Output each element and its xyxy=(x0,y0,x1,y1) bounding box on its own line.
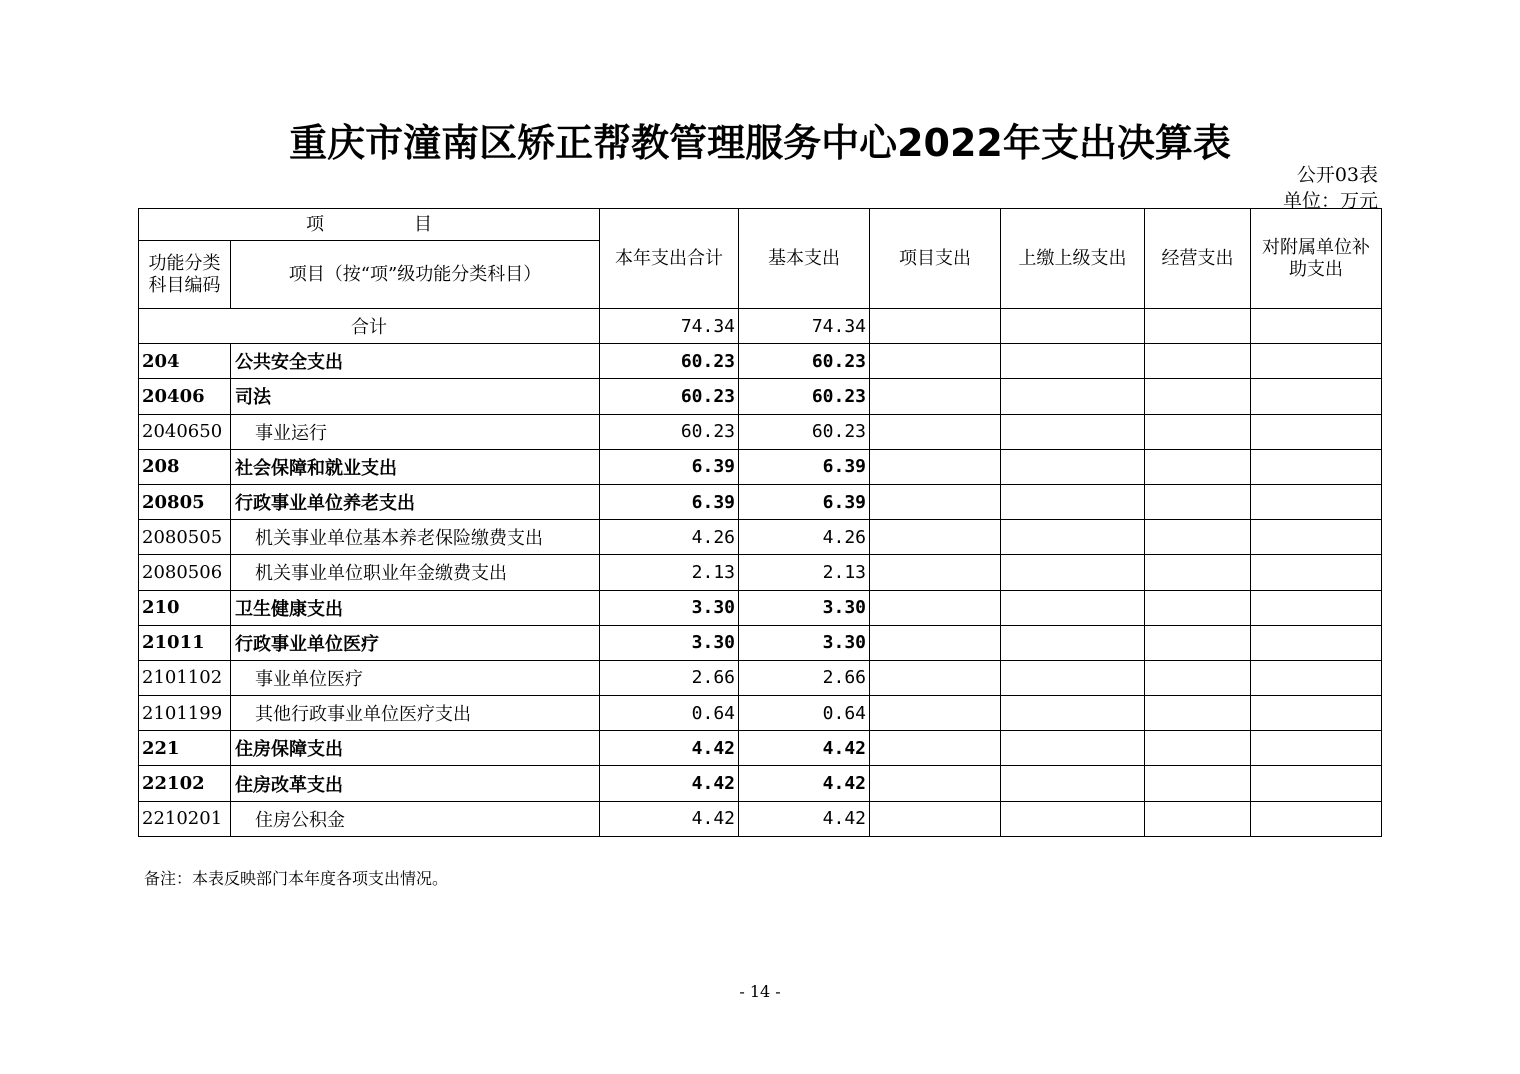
table-row xyxy=(139,344,1382,379)
row-basic: 4.42 xyxy=(739,731,870,766)
table-row xyxy=(139,731,1382,766)
row-total: 2.66 xyxy=(600,660,739,695)
page-number: - 14 - xyxy=(739,982,781,1001)
empty-cell xyxy=(1001,660,1145,695)
empty-cell xyxy=(1001,731,1145,766)
empty-cell xyxy=(870,309,1001,344)
total-basic: 74.34 xyxy=(739,309,870,344)
row-total: 6.39 xyxy=(600,449,739,484)
empty-cell xyxy=(870,449,1001,484)
row-name: 事业运行 xyxy=(231,414,600,449)
row-name: 卫生健康支出 xyxy=(231,590,600,625)
empty-cell xyxy=(1001,766,1145,801)
empty-cell xyxy=(1001,590,1145,625)
empty-cell xyxy=(1251,344,1382,379)
row-basic: 0.64 xyxy=(739,696,870,731)
table-row xyxy=(139,520,1382,555)
row-name: 公共安全支出 xyxy=(231,344,600,379)
row-name: 行政事业单位养老支出 xyxy=(231,484,600,519)
empty-cell xyxy=(1145,801,1251,836)
empty-cell xyxy=(1001,625,1145,660)
table-row xyxy=(139,555,1382,590)
row-name: 住房改革支出 xyxy=(231,766,600,801)
empty-cell xyxy=(1001,484,1145,519)
empty-cell xyxy=(1145,414,1251,449)
table-row xyxy=(139,625,1382,660)
empty-cell xyxy=(1145,520,1251,555)
row-basic: 60.23 xyxy=(739,344,870,379)
empty-cell xyxy=(1001,379,1145,414)
empty-cell xyxy=(1145,731,1251,766)
header-project: 项 目 xyxy=(139,209,600,241)
empty-cell xyxy=(1145,309,1251,344)
total-row xyxy=(139,309,1382,344)
table-row xyxy=(139,801,1382,836)
row-basic: 6.39 xyxy=(739,484,870,519)
table-row xyxy=(139,414,1382,449)
header-name: 项目（按“项”级功能分类科目） xyxy=(231,241,600,309)
empty-cell xyxy=(870,344,1001,379)
row-code: 204 xyxy=(139,344,231,379)
row-basic: 4.42 xyxy=(739,766,870,801)
expenditure-table xyxy=(138,208,1382,837)
empty-cell xyxy=(1251,625,1382,660)
table-row xyxy=(139,696,1382,731)
row-basic: 60.23 xyxy=(739,414,870,449)
page-title: 重庆市潼南区矫正帮教管理服务中心2022年支出决算表 xyxy=(289,121,1231,165)
empty-cell xyxy=(1145,344,1251,379)
empty-cell xyxy=(870,696,1001,731)
empty-cell xyxy=(1251,414,1382,449)
row-total: 4.42 xyxy=(600,766,739,801)
row-name: 社会保障和就业支出 xyxy=(231,449,600,484)
row-total: 60.23 xyxy=(600,379,739,414)
table-row xyxy=(139,484,1382,519)
header-business: 经营支出 xyxy=(1145,209,1251,309)
empty-cell xyxy=(1145,555,1251,590)
row-basic: 3.30 xyxy=(739,625,870,660)
table-row xyxy=(139,766,1382,801)
empty-cell xyxy=(1145,696,1251,731)
row-basic: 2.13 xyxy=(739,555,870,590)
empty-cell xyxy=(870,625,1001,660)
empty-cell xyxy=(870,590,1001,625)
footnote: 备注：本表反映部门本年度各项支出情况。 xyxy=(144,869,449,888)
empty-cell xyxy=(870,731,1001,766)
row-total: 60.23 xyxy=(600,344,739,379)
row-code: 2040650 xyxy=(139,414,231,449)
row-total: 60.23 xyxy=(600,414,739,449)
row-total: 2.13 xyxy=(600,555,739,590)
empty-cell xyxy=(1251,379,1382,414)
row-total: 3.30 xyxy=(600,625,739,660)
empty-cell xyxy=(870,660,1001,695)
row-code: 2080505 xyxy=(139,520,231,555)
header-code: 功能分类科目编码 xyxy=(139,241,231,309)
empty-cell xyxy=(1001,696,1145,731)
empty-cell xyxy=(1251,696,1382,731)
row-code: 2101102 xyxy=(139,660,231,695)
empty-cell xyxy=(1145,625,1251,660)
row-code: 210 xyxy=(139,590,231,625)
empty-cell xyxy=(1251,449,1382,484)
row-code: 221 xyxy=(139,731,231,766)
unit-label: 单位：万元 xyxy=(1282,190,1378,212)
table-row xyxy=(139,590,1382,625)
table-number: 公开03表 xyxy=(1296,164,1378,186)
row-total: 3.30 xyxy=(600,590,739,625)
empty-cell xyxy=(1001,309,1145,344)
empty-cell xyxy=(870,801,1001,836)
row-basic: 60.23 xyxy=(739,379,870,414)
empty-cell xyxy=(1251,520,1382,555)
row-total: 6.39 xyxy=(600,484,739,519)
empty-cell xyxy=(1145,766,1251,801)
empty-cell xyxy=(1251,766,1382,801)
row-name: 其他行政事业单位医疗支出 xyxy=(231,696,600,731)
header-subsidy: 对附属单位补助支出 xyxy=(1251,209,1382,309)
empty-cell xyxy=(870,379,1001,414)
row-code: 2101199 xyxy=(139,696,231,731)
row-basic: 4.42 xyxy=(739,801,870,836)
row-total: 4.42 xyxy=(600,801,739,836)
empty-cell xyxy=(1145,590,1251,625)
row-total: 4.26 xyxy=(600,520,739,555)
empty-cell xyxy=(1251,590,1382,625)
empty-cell xyxy=(1001,449,1145,484)
empty-cell xyxy=(870,520,1001,555)
row-basic: 4.26 xyxy=(739,520,870,555)
header-total: 本年支出合计 xyxy=(600,209,739,309)
empty-cell xyxy=(1001,344,1145,379)
empty-cell xyxy=(870,555,1001,590)
row-code: 2210201 xyxy=(139,801,231,836)
empty-cell xyxy=(870,484,1001,519)
empty-cell xyxy=(1251,731,1382,766)
empty-cell xyxy=(1001,801,1145,836)
row-total: 0.64 xyxy=(600,696,739,731)
empty-cell xyxy=(1251,309,1382,344)
row-code: 20805 xyxy=(139,484,231,519)
row-basic: 6.39 xyxy=(739,449,870,484)
empty-cell xyxy=(1001,414,1145,449)
row-name: 住房公积金 xyxy=(231,801,600,836)
row-name: 司法 xyxy=(231,379,600,414)
total-label: 合计 xyxy=(139,309,600,344)
row-code: 2080506 xyxy=(139,555,231,590)
empty-cell xyxy=(1145,449,1251,484)
empty-cell xyxy=(1145,484,1251,519)
header-project-expenditure: 项目支出 xyxy=(870,209,1001,309)
row-total: 4.42 xyxy=(600,731,739,766)
row-name: 机关事业单位基本养老保险缴费支出 xyxy=(231,520,600,555)
header-basic: 基本支出 xyxy=(739,209,870,309)
header-upper-payment: 上缴上级支出 xyxy=(1001,209,1145,309)
row-name: 住房保障支出 xyxy=(231,731,600,766)
row-basic: 3.30 xyxy=(739,590,870,625)
table-row xyxy=(139,379,1382,414)
total-amount: 74.34 xyxy=(600,309,739,344)
empty-cell xyxy=(870,414,1001,449)
empty-cell xyxy=(1145,379,1251,414)
row-code: 208 xyxy=(139,449,231,484)
empty-cell xyxy=(1001,520,1145,555)
row-code: 21011 xyxy=(139,625,231,660)
empty-cell xyxy=(1251,660,1382,695)
row-basic: 2.66 xyxy=(739,660,870,695)
row-name: 事业单位医疗 xyxy=(231,660,600,695)
table-row xyxy=(139,660,1382,695)
empty-cell xyxy=(1251,555,1382,590)
empty-cell xyxy=(1001,555,1145,590)
empty-cell xyxy=(1251,801,1382,836)
row-name: 行政事业单位医疗 xyxy=(231,625,600,660)
row-name: 机关事业单位职业年金缴费支出 xyxy=(231,555,600,590)
empty-cell xyxy=(870,766,1001,801)
row-code: 22102 xyxy=(139,766,231,801)
table-row xyxy=(139,449,1382,484)
empty-cell xyxy=(1251,484,1382,519)
row-code: 20406 xyxy=(139,379,231,414)
empty-cell xyxy=(1145,660,1251,695)
